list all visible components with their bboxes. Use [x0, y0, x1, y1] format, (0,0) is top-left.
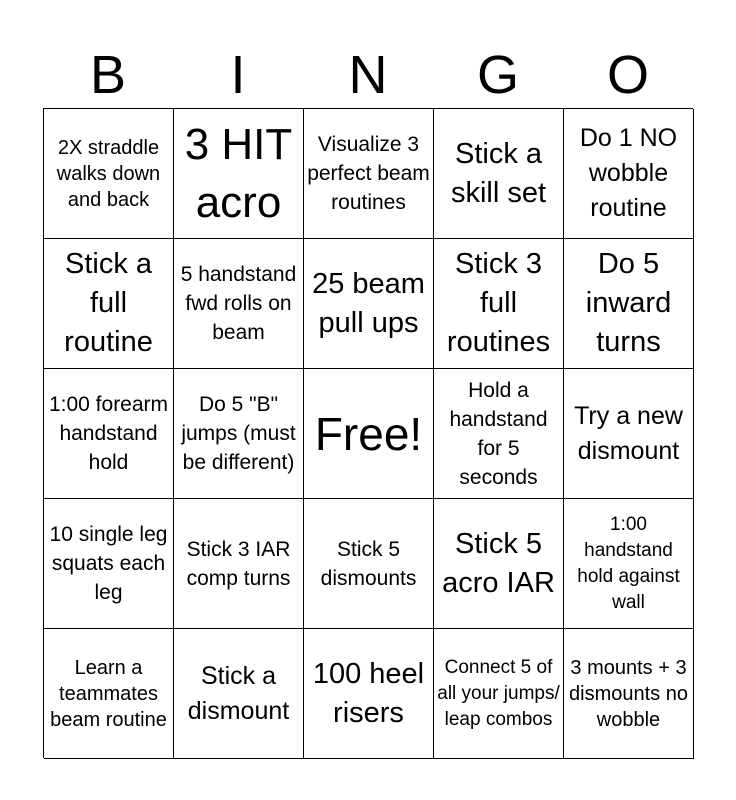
- bingo-cell[interactable]: [174, 239, 304, 369]
- bingo-cell[interactable]: [434, 499, 564, 629]
- bingo-cell[interactable]: [564, 499, 694, 629]
- cell-text: Stick 3 IAR comp turns: [186, 537, 291, 590]
- cell-text: 1:00 forearm handstand hold: [48, 393, 169, 474]
- bingo-cell[interactable]: [434, 239, 564, 369]
- bingo-cell[interactable]: [174, 499, 304, 629]
- bingo-header: [43, 44, 693, 106]
- cell-text: Stick 5 acro IAR: [442, 527, 555, 599]
- bingo-cell[interactable]: [564, 369, 694, 499]
- bingo-cell[interactable]: [434, 369, 564, 499]
- bingo-cell[interactable]: [564, 239, 694, 369]
- bingo-board: [43, 108, 693, 758]
- cell-text: 100 heel risers: [312, 657, 425, 729]
- bingo-cell[interactable]: [564, 629, 694, 759]
- cell-text: Stick a full routine: [64, 248, 153, 358]
- bingo-cell[interactable]: [44, 499, 174, 629]
- bingo-cell[interactable]: [44, 239, 174, 369]
- cell-text: Try a new dismount: [574, 401, 683, 465]
- bingo-cell[interactable]: [304, 239, 434, 369]
- bingo-cell[interactable]: [44, 109, 174, 239]
- header-letter-o: O: [606, 45, 649, 105]
- bingo-cell[interactable]: [174, 369, 304, 499]
- bingo-cell[interactable]: [44, 369, 174, 499]
- header-letter-i: I: [230, 45, 246, 105]
- cell-text: 3 mounts + 3 dismounts no wobble: [569, 656, 688, 731]
- cell-text: 2X straddle walks down and back: [56, 136, 161, 211]
- cell-text: 1:00 handstand hold against wall: [577, 513, 680, 613]
- bingo-cell[interactable]: [44, 629, 174, 759]
- cell-text: Do 5 "B" jumps (must be different): [181, 393, 296, 474]
- cell-text: Stick a skill set: [450, 137, 547, 209]
- cell-text: Learn a teammates beam routine: [50, 656, 167, 731]
- header-letter-b: B: [89, 45, 127, 105]
- bingo-cell[interactable]: [304, 499, 434, 629]
- bingo-cell[interactable]: [304, 629, 434, 759]
- bingo-cell[interactable]: [434, 109, 564, 239]
- cell-text: Visualize 3 perfect beam routines: [307, 133, 430, 214]
- cell-text: 10 single leg squats each leg: [49, 523, 168, 604]
- cell-text: Free!: [314, 407, 423, 460]
- cell-text: Stick a dismount: [187, 661, 290, 725]
- bingo-cell[interactable]: [174, 629, 304, 759]
- cell-text: Stick 3 full routines: [446, 248, 551, 358]
- cell-text: Stick 5 dismounts: [320, 537, 417, 590]
- cell-text: Do 5 inward turns: [585, 248, 672, 358]
- bingo-cell[interactable]: [304, 109, 434, 239]
- header-letter-g: G: [476, 45, 519, 105]
- cell-text: 3 HIT acro: [184, 119, 293, 227]
- cell-text: Connect 5 of all your jumps/ leap combos: [437, 656, 560, 730]
- bingo-cell[interactable]: [434, 629, 564, 759]
- header-letter-n: N: [348, 45, 388, 105]
- cell-text: Do 1 NO wobble routine: [579, 124, 678, 222]
- cell-text: 25 beam pull ups: [312, 267, 425, 339]
- bingo-cell[interactable]: [174, 109, 304, 239]
- cell-text: Hold a handstand for 5 seconds: [449, 378, 548, 489]
- cell-text: 5 handstand fwd rolls on beam: [180, 263, 297, 344]
- bingo-cell[interactable]: [564, 109, 694, 239]
- bingo-cell-free[interactable]: [304, 369, 434, 499]
